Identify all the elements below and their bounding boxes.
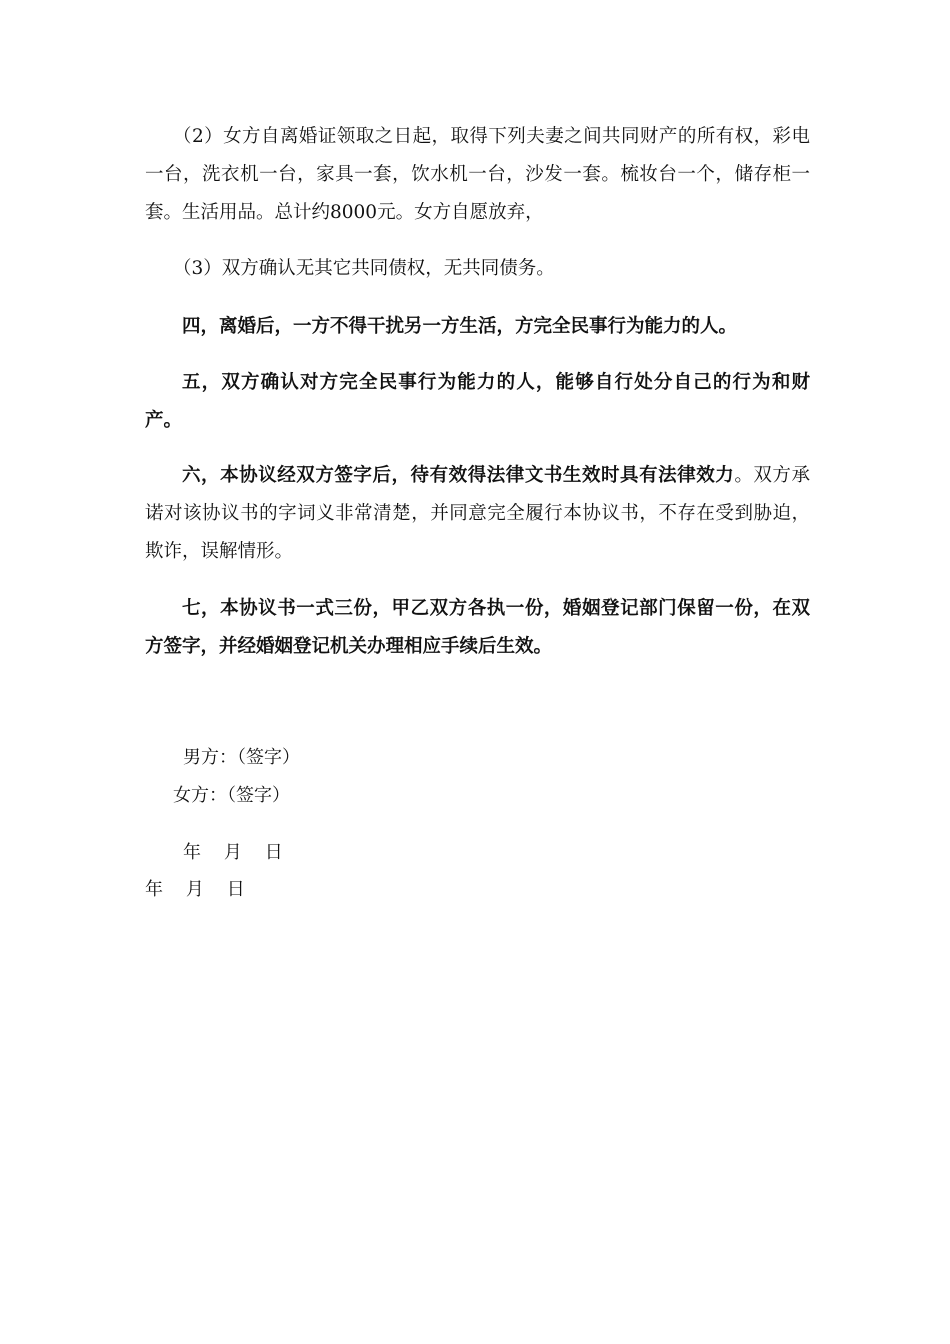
paragraph-clause-7: 七，本协议书一式三份，甲乙双方各执一份，婚姻登记部门保留一份，在双方签字，并经婚姻登记机关办理相应手续后生效。	[145, 598, 810, 657]
paragraph-clause-6	[145, 457, 810, 571]
date-line-1: 年 月 日	[183, 842, 283, 863]
male-signature-line: 男方：（签字）	[183, 747, 300, 768]
paragraph-clause-4: 四，离婚后，一方不得干扰另一方生活，方完全民事行为能力的人。	[182, 316, 738, 337]
paragraph-item-3: （3）双方确认无其它共同债权，无共同债务。	[173, 258, 555, 279]
clause-6-bold-text: 六，本协议经双方签字后，待有效得法律文书生效时具有法律效力	[182, 465, 735, 486]
paragraph-item-2: （2）女方自离婚证领取之日起，取得下列夫妻之间共同财产的所有权，彩电一台，洗衣机一台，家具一套，饮水机一台，沙发一套。梳妆台一个，储存柜一套。生活用品。总计约8000元。女方自愿放弃，	[145, 126, 810, 223]
date-line-2: 年 月 日	[145, 879, 245, 900]
clause-6-normal-text: 。双方承诺对该协议书的字词义非常清楚，并同意完全履行本协议书，不存在受到胁迫，欺诈，误解情形。	[145, 465, 810, 562]
paragraph-clause-5: 五，双方确认对方完全民事行为能力的人，能够自行处分自己的行为和财产。	[145, 372, 810, 431]
female-signature-line: 女方：（签字）	[173, 785, 290, 806]
